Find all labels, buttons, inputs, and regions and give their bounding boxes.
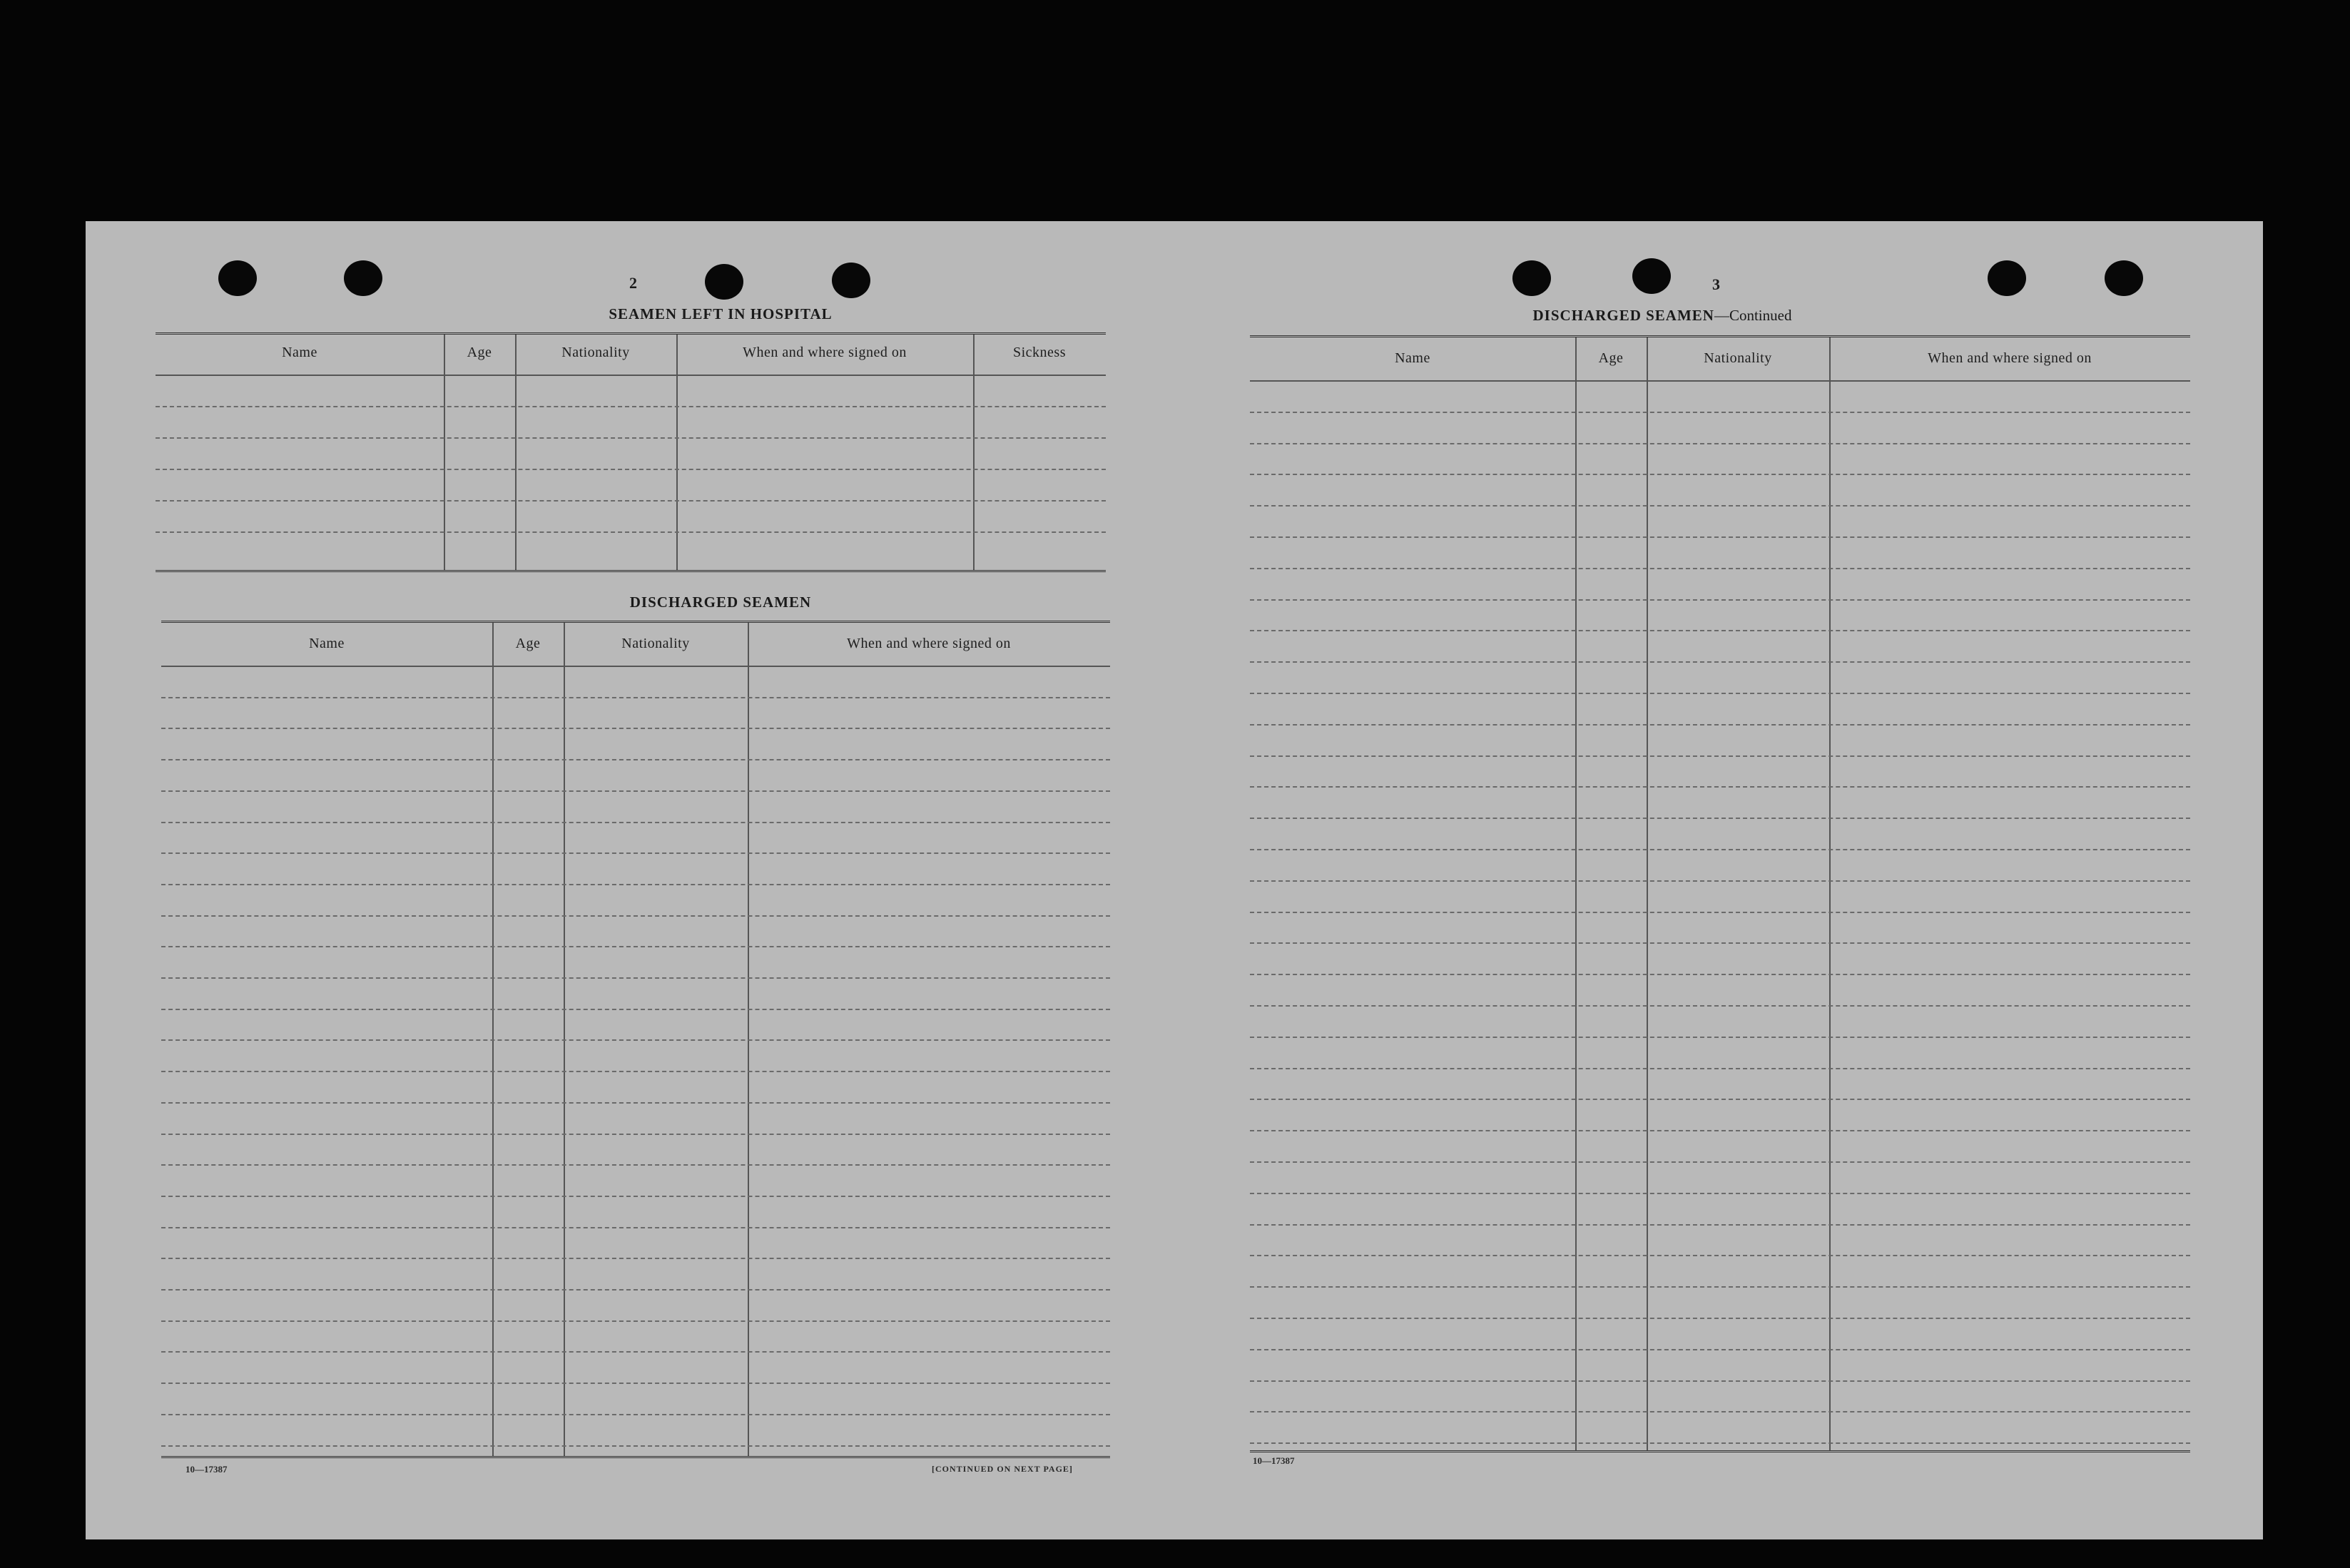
row-rule: [161, 1414, 1110, 1415]
row-rule: [1250, 1255, 2190, 1256]
row-rule: [1250, 724, 2190, 726]
binder-hole: [705, 264, 743, 300]
discharged-col-age: Age: [515, 636, 541, 651]
discharged-continued-suffix: —Continued: [1714, 307, 1792, 324]
hospital-col-sickness: Sickness: [1013, 345, 1066, 360]
row-rule: [161, 977, 1110, 979]
row-rule: [1250, 693, 2190, 694]
discharged-table-right: [1250, 335, 2190, 1452]
row-rule: [161, 1383, 1110, 1384]
row-rule: [161, 1164, 1110, 1166]
row-rule: [161, 1071, 1110, 1072]
row-rule: [1250, 1286, 2190, 1288]
row-rule: [1250, 443, 2190, 444]
row-rule: [161, 1134, 1110, 1135]
row-rule: [1250, 568, 2190, 569]
hospital-table-header: [156, 335, 1106, 376]
ledger-sheet: [86, 221, 2263, 1539]
form-code-left: 10—17387: [185, 1464, 228, 1475]
hospital-rows: [156, 375, 1106, 570]
discharged-continued-title-main: DISCHARGED SEAMEN: [1532, 307, 1714, 324]
row-rule: [1250, 1193, 2190, 1194]
row-rule: [1250, 1037, 2190, 1038]
row-rule: [1250, 1349, 2190, 1350]
discharged-col-name: Name: [1395, 350, 1430, 366]
row-rule: [156, 469, 1106, 470]
row-rule: [1250, 661, 2190, 663]
discharged-rows-left: [161, 666, 1110, 1456]
row-rule: [161, 915, 1110, 917]
row-rule: [1250, 974, 2190, 975]
row-rule: [1250, 505, 2190, 506]
row-rule: [1250, 536, 2190, 538]
row-rule: [161, 1039, 1110, 1041]
binder-hole: [1988, 260, 2026, 296]
hospital-col-signed-on: When and where signed on: [743, 345, 907, 360]
binder-hole: [1512, 260, 1551, 296]
row-rule: [161, 759, 1110, 760]
row-rule: [156, 500, 1106, 502]
page-number-left: 2: [629, 274, 637, 292]
row-rule: [161, 1320, 1110, 1322]
hospital-col-name: Name: [282, 345, 317, 360]
row-rule: [1250, 1068, 2190, 1069]
row-rule: [1250, 599, 2190, 601]
row-rule: [1250, 818, 2190, 819]
row-rule: [161, 1258, 1110, 1259]
row-rule: [161, 1196, 1110, 1197]
hospital-col-nationality: Nationality: [561, 345, 630, 360]
discharged-table-right-header: [1250, 337, 2190, 382]
discharged-col-name: Name: [309, 636, 345, 651]
hospital-section-title: SEAMEN LEFT IN HOSPITAL: [609, 305, 833, 322]
form-code-right: 10—17387: [1253, 1455, 1295, 1466]
discharged-col-age: Age: [1598, 350, 1624, 366]
row-rule: [1250, 1130, 2190, 1131]
row-rule: [161, 946, 1110, 947]
row-rule: [161, 728, 1110, 729]
discharged-col-signed-on: When and where signed on: [847, 636, 1011, 651]
row-rule: [156, 437, 1106, 439]
row-rule: [1250, 1099, 2190, 1100]
binder-hole: [1632, 258, 1671, 294]
row-rule: [161, 1351, 1110, 1353]
row-rule: [1250, 880, 2190, 882]
row-rule: [1250, 1411, 2190, 1412]
row-rule: [1250, 1005, 2190, 1007]
row-rule: [161, 1102, 1110, 1104]
continued-note: [CONTINUED ON NEXT PAGE]: [932, 1464, 1073, 1474]
row-rule: [161, 852, 1110, 854]
discharged-col-nationality: Nationality: [1704, 350, 1772, 366]
row-rule: [161, 1009, 1110, 1010]
row-rule: [156, 406, 1106, 407]
row-rule: [1250, 1161, 2190, 1163]
page-number-right: 3: [1712, 275, 1720, 293]
row-rule: [161, 1445, 1110, 1447]
discharged-table-left-header: [161, 623, 1110, 667]
binder-hole: [2105, 260, 2143, 296]
row-rule: [1250, 786, 2190, 788]
row-rule: [1250, 412, 2190, 413]
row-rule: [161, 1227, 1110, 1228]
row-rule: [161, 822, 1110, 823]
row-rule: [161, 697, 1110, 698]
row-rule: [1250, 942, 2190, 944]
row-rule: [1250, 474, 2190, 475]
row-rule: [1250, 755, 2190, 757]
row-rule: [1250, 912, 2190, 913]
discharged-col-signed-on: When and where signed on: [1928, 350, 2092, 366]
row-rule: [1250, 630, 2190, 631]
binder-hole: [344, 260, 382, 296]
row-rule: [1250, 1224, 2190, 1226]
discharged-table-left: [161, 621, 1110, 1458]
row-rule: [161, 884, 1110, 885]
row-rule: [161, 790, 1110, 792]
row-rule: [156, 531, 1106, 533]
row-rule: [1250, 1318, 2190, 1319]
binder-hole: [832, 263, 870, 298]
hospital-col-age: Age: [467, 345, 492, 360]
row-rule: [1250, 1380, 2190, 1382]
discharged-col-nationality: Nationality: [621, 636, 690, 651]
binder-hole: [218, 260, 257, 296]
row-rule: [1250, 849, 2190, 850]
row-rule: [1250, 1442, 2190, 1444]
hospital-table: [156, 332, 1106, 572]
discharged-rows-right: [1250, 380, 2190, 1450]
discharged-section-title: DISCHARGED SEAMEN: [629, 594, 812, 611]
row-rule: [161, 1289, 1110, 1290]
discharged-continued-title: [1391, 307, 1933, 325]
